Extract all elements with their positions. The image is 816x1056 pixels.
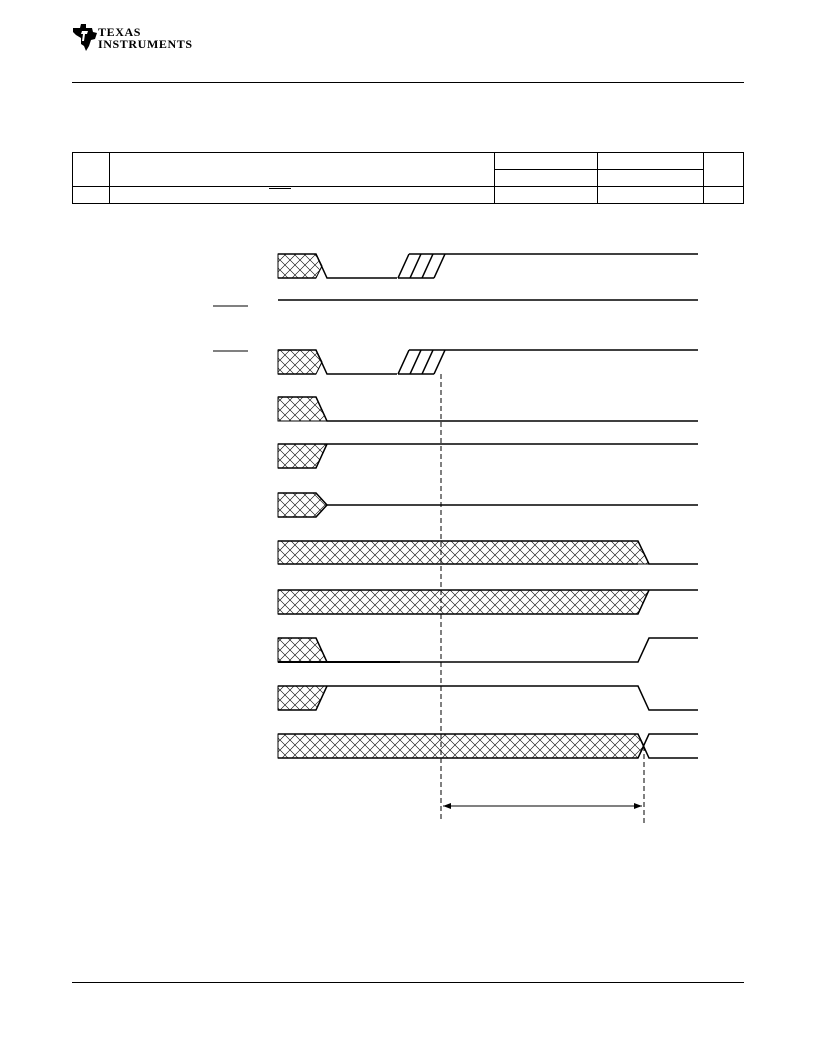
footer-rule [72, 982, 744, 983]
waveform-10 [278, 686, 698, 710]
logo-line-1: TEXAS [98, 25, 142, 39]
timing-interval-arrow [443, 803, 642, 809]
waveform-7 [278, 541, 698, 564]
waveform-9 [278, 638, 698, 662]
waveform-8 [278, 590, 698, 614]
waveform-1 [278, 254, 698, 278]
waveform-6 [278, 493, 698, 517]
logo-line-2: INSTRUMENTS [98, 37, 193, 51]
waveform-11 [278, 734, 698, 758]
waveform-4 [278, 397, 698, 421]
waveform-5 [278, 444, 698, 468]
waveform-3 [278, 350, 698, 374]
